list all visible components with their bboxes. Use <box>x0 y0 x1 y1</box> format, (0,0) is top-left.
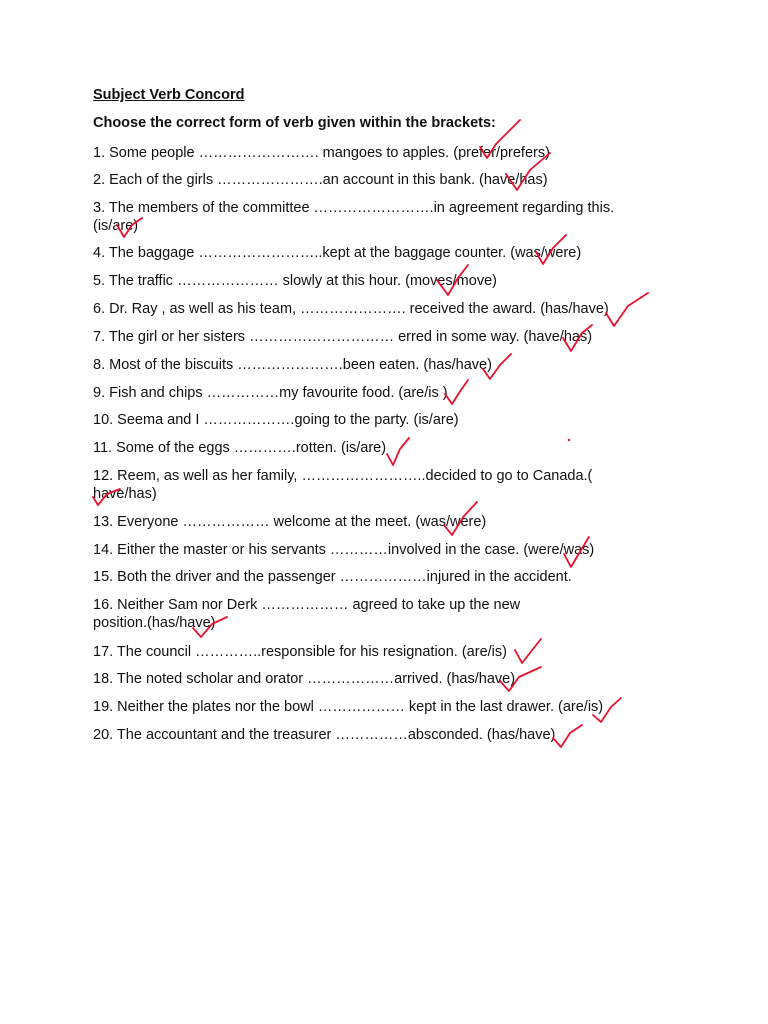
question-8: 8. Most of the biscuits ………………….been eaten. (has/have) <box>93 357 492 373</box>
question-16-continued: position.(has/have) <box>93 615 216 631</box>
question-18: 18. The noted scholar and orator ………………arrived. (has/have) <box>93 671 516 687</box>
question-16: 16. Neither Sam nor Derk ……………… agreed to take up the new <box>93 597 521 613</box>
question-11: 11. Some of the eggs ………….rotten. (is/are) <box>93 440 387 456</box>
question-19: 19. Neither the plates nor the bowl ……………… kept in the last drawer. (are/is) <box>93 699 604 715</box>
question-4: 4. The baggage ……………………..kept at the baggage counter. (was/were) <box>93 245 582 261</box>
check-mark-icon <box>445 380 468 404</box>
check-mark-icon <box>387 438 409 465</box>
question-3-continued: (is/are) <box>93 218 139 234</box>
question-20: 20. The accountant and the treasurer ……………absconded. (has/have) <box>93 727 556 743</box>
question-3: 3. The members of the committee …………………….in agreement regarding this. <box>93 200 615 216</box>
question-12: 12. Reem, as well as her family, ……………………..decided to go to Canada.( <box>93 468 593 484</box>
question-17: 17. The council …………..responsible for his resignation. (are/is) <box>93 644 507 660</box>
worksheet-title: Subject Verb Concord <box>93 87 245 103</box>
question-6: 6. Dr. Ray , as well as his team, …………………. received the award. (has/have) <box>93 301 609 317</box>
question-13: 13. Everyone ……………… welcome at the meet. (was/were) <box>93 514 487 530</box>
check-mark-icon <box>606 293 648 326</box>
question-9: 9. Fish and chips ……………my favourite food. (are/is ) <box>93 385 448 401</box>
check-mark-icon <box>553 725 582 747</box>
ink-dot <box>568 439 570 441</box>
question-14: 14. Either the master or his servants …………involved in the case. (were/was) <box>93 542 595 558</box>
question-10: 10. Seema and I ……………….going to the party. (is/are) <box>93 412 459 428</box>
question-2: 2. Each of the girls ………………….an account in this bank. (have/has) <box>93 172 548 188</box>
question-1: 1. Some people ……………………. mangoes to apples. (prefer/prefers) <box>93 145 550 161</box>
question-7: 7. The girl or her sisters ………………………… erred in some way. (have/has) <box>93 329 593 345</box>
check-mark-icon <box>515 639 541 663</box>
question-15: 15. Both the driver and the passenger ………………injured in the accident. <box>93 569 572 585</box>
question-12-continued: have/has) <box>93 486 157 502</box>
question-5: 5. The traffic ………………… slowly at this hour. (moves/move) <box>93 273 497 289</box>
worksheet-instructions: Choose the correct form of verb given within the brackets: <box>93 115 496 131</box>
